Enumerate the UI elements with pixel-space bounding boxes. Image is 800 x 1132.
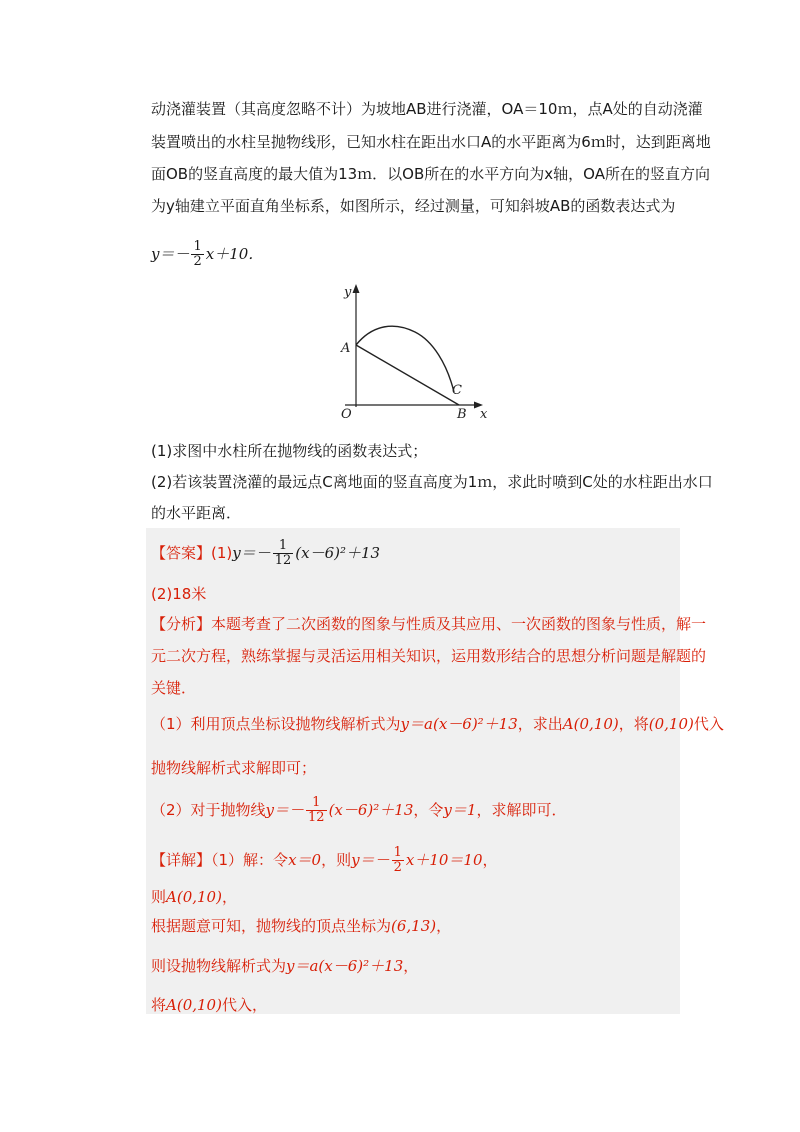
step2-fraction — [306, 796, 327, 825]
d1-b: ，则 — [321, 851, 352, 869]
d1-c: ， — [482, 851, 498, 869]
step1-line-2: 抛物线解析式求解即可； — [151, 759, 317, 777]
analysis-label: 【分析】 — [151, 615, 212, 633]
d5-pt: A(0,10) — [166, 996, 222, 1014]
step1-eq: y＝a(x－6)²＋13 — [400, 715, 518, 733]
d3-pt: (6,13) — [391, 917, 437, 935]
a1-rhs: (x－6)²＋13 — [295, 544, 381, 562]
label-a: A — [341, 341, 351, 356]
d4-eq: y＝a(x－6)²＋13 — [286, 957, 404, 975]
label-c: C — [452, 383, 462, 398]
step1-c: ，将 — [618, 715, 649, 733]
a1-den: 12 — [274, 553, 292, 568]
d1-eq: x＝0 — [288, 851, 322, 869]
d3-b: ， — [436, 917, 452, 935]
detail-line-2 — [151, 886, 237, 908]
eq-num: 1 — [193, 239, 202, 254]
y-axis-arrow — [353, 284, 360, 293]
d2-a: 则 — [151, 888, 167, 906]
analysis-line-3: 关键． — [151, 679, 197, 697]
d5-a: 将 — [151, 996, 167, 1014]
eq-lhs: y＝－ — [151, 245, 190, 263]
problem-line-4: 为y轴建立平面直角坐标系，如图所示，经过测量，可知斜坡AB的函数表达式为 — [151, 197, 676, 215]
d1-rhs: x＋10＝10 — [405, 851, 483, 869]
step2-num: 1 — [306, 796, 327, 811]
analysis-line-1 — [151, 613, 706, 635]
problem-line-3: 面OB的竖直高度的最大值为13ｍ．以OB所在的水平方向为x轴，OA所在的竖直方向 — [151, 165, 710, 183]
d1-a: （1）解：令 — [211, 851, 289, 869]
d4-a: 则设抛物线解析式为 — [151, 957, 287, 975]
step1-d: 代入 — [693, 715, 724, 733]
d3-a: 根据题意可知，抛物线的顶点坐标为 — [151, 917, 392, 935]
parabola-curve — [356, 326, 454, 392]
label-y: y — [344, 285, 352, 300]
detail-line-4 — [151, 955, 418, 977]
question-2-line-1: (2)若该装置浇灌的最远点C离地面的竖直高度为1ｍ，求此时喷到C处的水柱距出水口 — [151, 473, 713, 491]
answer-label: 【答案】 — [151, 544, 212, 562]
answer-line-2: (2)18米 — [151, 585, 207, 603]
analysis-text-1: 本题考查了二次函数的图象与性质及其应用、一次函数的图象与性质，解一 — [211, 615, 707, 633]
a1-num: 1 — [273, 539, 294, 554]
a1-fraction — [273, 539, 294, 568]
label-b: B — [457, 407, 467, 422]
detail-label: 【详解】 — [151, 851, 212, 869]
eq-fraction — [191, 240, 203, 269]
d5-b: 代入， — [221, 996, 267, 1014]
step2-rhs: (x－6)²＋13 — [328, 801, 414, 819]
step2-c: ，求解即可． — [476, 801, 567, 819]
d2-b: ， — [221, 888, 237, 906]
d2-pt: A(0,10) — [166, 888, 222, 906]
step1-a: （1）利用顶点坐标设抛物线解析式为 — [151, 715, 401, 733]
step2-line — [151, 796, 566, 825]
answer-line-1 — [151, 539, 380, 568]
detail-line-5 — [151, 994, 267, 1016]
problem-line-2: 装置喷出的水柱呈抛物线形，已知水柱在距出水口A的水平距离为6ｍ时，达到距离地 — [151, 133, 711, 151]
detail-line-3 — [151, 915, 451, 937]
label-x: x — [480, 407, 488, 422]
d1-fraction — [392, 846, 404, 875]
eq-rhs: x＋10． — [205, 245, 264, 263]
question-2-line-2: 的水平距离． — [151, 504, 242, 522]
problem-line-1: 动浇灌装置（其高度忽略不计）为坡地AB进行浇灌，OA＝10ｍ，点A处的自动浇灌 — [151, 100, 703, 118]
d1-num: 1 — [393, 845, 402, 860]
step1-pt2: (0,10) — [648, 715, 694, 733]
question-1: (1)求图中水柱所在抛物线的函数表达式； — [151, 442, 428, 460]
coordinate-figure — [335, 282, 495, 422]
eq-den: 2 — [193, 254, 202, 269]
analysis-line-2: 元二次方程，熟练掌握与灵活运用相关知识，运用数形结合的思想分析问题是解题的 — [151, 647, 707, 665]
slope-ab — [356, 345, 459, 405]
a1-prefix: (1) — [211, 544, 233, 562]
d4-b: ， — [403, 957, 419, 975]
step1-b: ，求出 — [517, 715, 563, 733]
d1-den: 2 — [393, 860, 402, 875]
label-o: O — [341, 407, 352, 422]
step2-a: （2）对于抛物线 — [151, 801, 266, 819]
step2-lhs: y＝－ — [265, 801, 305, 819]
step2-eq: y＝1 — [443, 801, 477, 819]
slope-equation — [151, 240, 263, 269]
d1-lhs: y＝－ — [351, 851, 390, 869]
detail-line-1 — [151, 846, 498, 875]
a1-lhs: y＝－ — [232, 544, 271, 562]
step2-b: ，令 — [413, 801, 444, 819]
step2-den: 12 — [308, 810, 325, 825]
step1-line-1 — [151, 713, 724, 735]
step1-pt: A(0,10) — [562, 715, 619, 733]
